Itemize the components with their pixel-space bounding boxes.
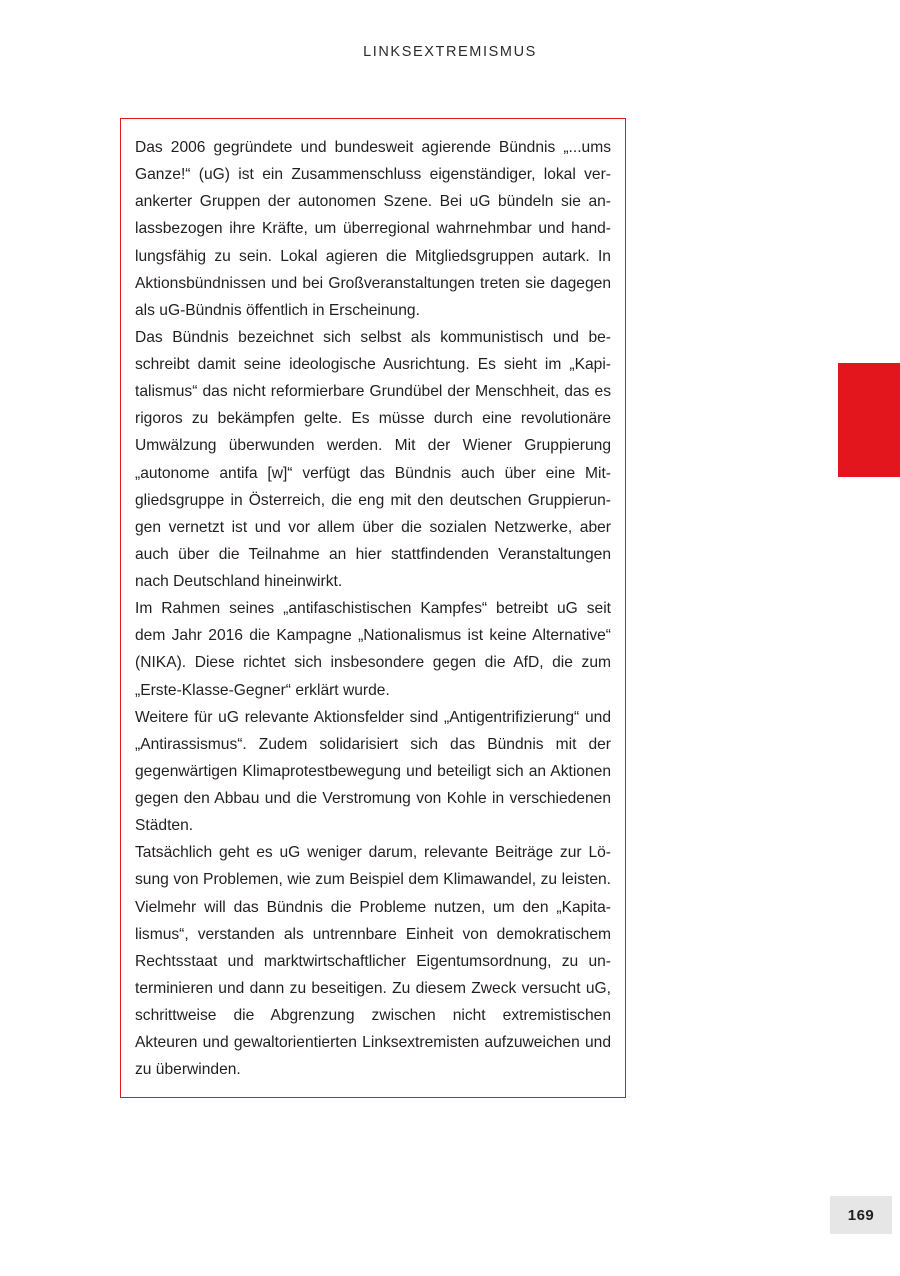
body-paragraph: Tatsächlich geht es uG weniger darum, relevante Beiträge zur Lösung von Problemen, wie zum Beispiel dem Klimawandel, zu leisten. Vielmehr will das Bündnis die Probleme nutzen, um den „Kapitalismus“, verstanden als untrennbare Einheit von demokratischem Rechtsstaat und marktwirtschaftlicher Eigentumsordnung, zu unterminieren und dann zu beseitigen. Zu diesem Zweck versucht uG, schrittweise die Abgrenzung zwischen nicht extremistischen Akteuren und gewaltorientierten Linksextremisten aufzuweichen und zu überwinden.: [135, 844, 611, 1079]
body-paragraph: Das 2006 gegründete und bundesweit agierende Bündnis „...ums Ganze!“ (uG) ist ein Zusammenschluss eigenständiger, lokal verankerter Gruppen der autonomen Szene. Bei uG bündeln sie anlassbezogen ihre Kräfte, um überregional wahrnehmbar und handlungsfähig zu sein. Lokal agieren die Mitgliedsgruppen autark. In Aktionsbündnissen und bei Großveranstaltungen treten sie dagegen als uG-Bündnis öffentlich in Erscheinung.: [135, 139, 611, 319]
red-section-tab: [838, 363, 900, 477]
body-paragraph: Im Rahmen seines „antifaschistischen Kampfes“ betreibt uG seit dem Jahr 2016 die Kampagne „Nationalismus ist keine Alternative“ (NIKA). Diese richtet sich insbesondere gegen die AfD, die zum „Erste-Klasse-Gegner“ erklärt wurde.: [135, 600, 611, 699]
page-number: 169: [847, 1206, 875, 1224]
body-paragraph: Weitere für uG relevante Aktionsfelder sind „Antigentrifizierung“ und „Antirassismus“. Zudem solidarisiert sich das Bündnis mit der gegenwärtigen Klimaprotestbewegung und beteiligt sich an Aktionen gegen den Abbau und die Verstromung von Kohle in verschiedenen Städten.: [135, 708, 611, 835]
page-number-box: [830, 1196, 892, 1234]
highlighted-text-box: [120, 118, 626, 1098]
body-paragraph: Das Bündnis bezeichnet sich selbst als kommunistisch und beschreibt damit seine ideologische Ausrichtung. Es sieht im „Kapitalismus“ das nicht reformierbare Grundübel der Menschheit, das es rigoros zu bekämpfen gelte. Es müsse durch eine revolutionäre Umwälzung überwunden werden. Mit der Wiener Gruppierung „autonome antifa [w]“ verfügt das Bündnis auch über eine Mitgliedsgruppe in Österreich, die eng mit den deutschen Gruppierungen vernetzt ist und vor allem über die sozialen Netzwerke, aber auch über die Teilnahme an hier stattfindenden Veranstaltungen nach Deutschland hineinwirkt.: [135, 328, 611, 590]
running-head: LINKSEXTREMISMUS: [363, 44, 537, 60]
